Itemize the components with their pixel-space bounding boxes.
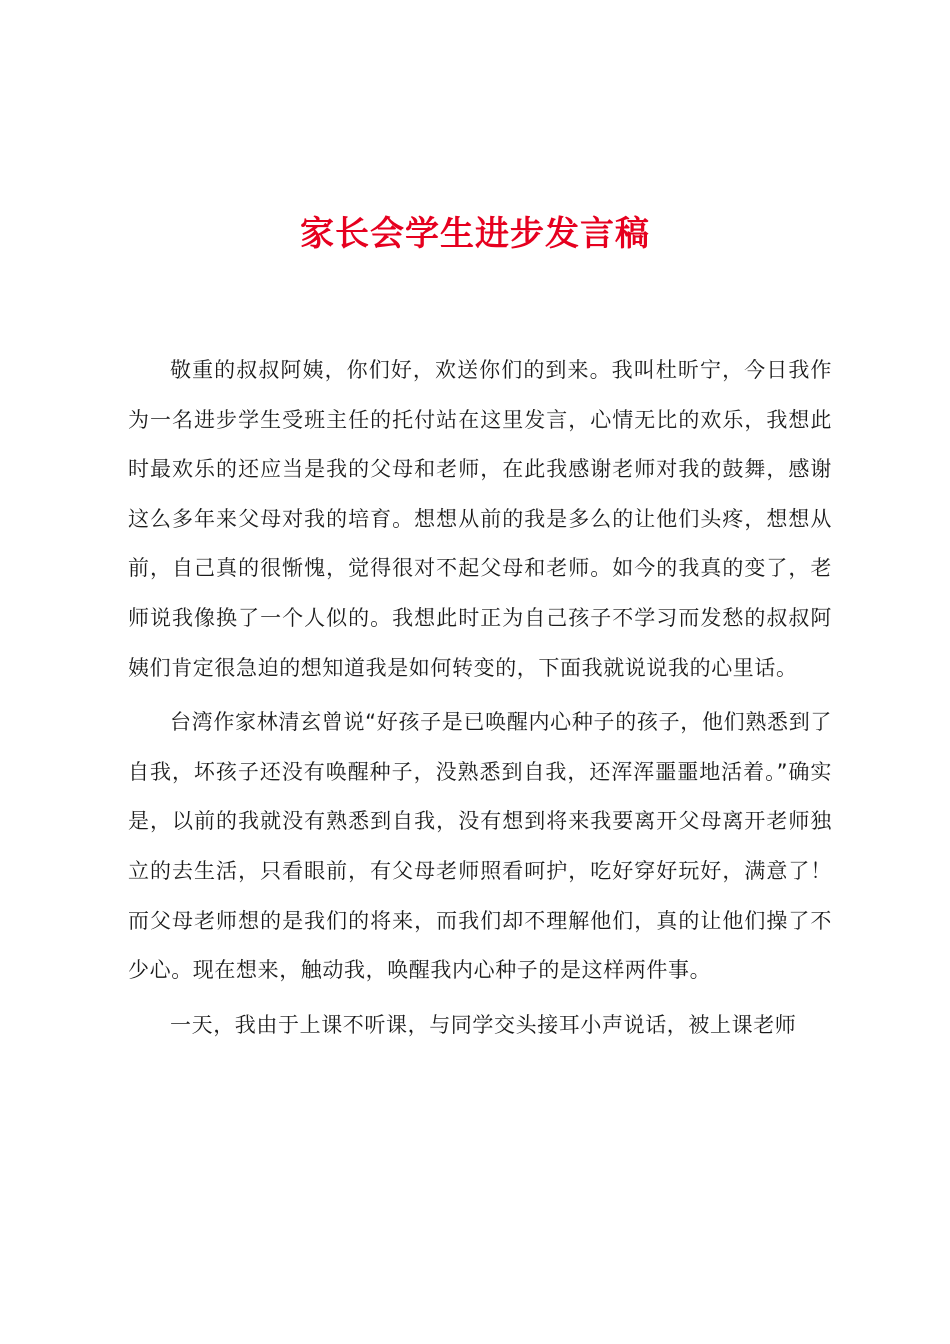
paragraph-2: 台湾作家林清玄曾说“好孩子是已唤醒内心种子的孩子，他们熟悉到了自我，坏孩子还没有唤醒种子，没熟悉到自我，还浑浑噩噩地活着。”确实是，以前的我就没有熟悉到自我，没有想到将来我要离开父母离开老师独立的去生活，只看眼前，有父母老师照看呵护，吃好穿好玩好，满意了！而父母老师想的是我们的将来，而我们却不理解他们，真的让他们操了不少心。现在想来，触动我，唤醒我内心种子的是这样两件事。 — [128, 710, 832, 983]
paragraph-1: 敬重的叔叔阿姨，你们好，欢送你们的到来。我叫杜昕宁，今日我作为一名进步学生受班主任的托付站在这里发言，心情无比的欢乐，我想此时最欢乐的还应当是我的父母和老师，在此我感谢老师对我的鼓舞，感谢这么多年来父母对我的培育。想想从前的我是多么的让他们头疼，想想从前，自己真的很惭愧，觉得很对不起父母和老师。如今的我真的变了，老师说我像换了一个人似的。我想此时正为自己孩子不学习而发愁的叔叔阿姨们肯定很急迫的想知道我是如何转变的，下面我就说说我的心里话。 — [128, 358, 832, 680]
document-body — [128, 346, 832, 1055]
document-title: 家长会学生进步发言稿 — [300, 214, 650, 254]
paragraph-3: 一天，我由于上课不听课，与同学交头接耳小声说话，被上课老师 — [170, 1012, 797, 1037]
